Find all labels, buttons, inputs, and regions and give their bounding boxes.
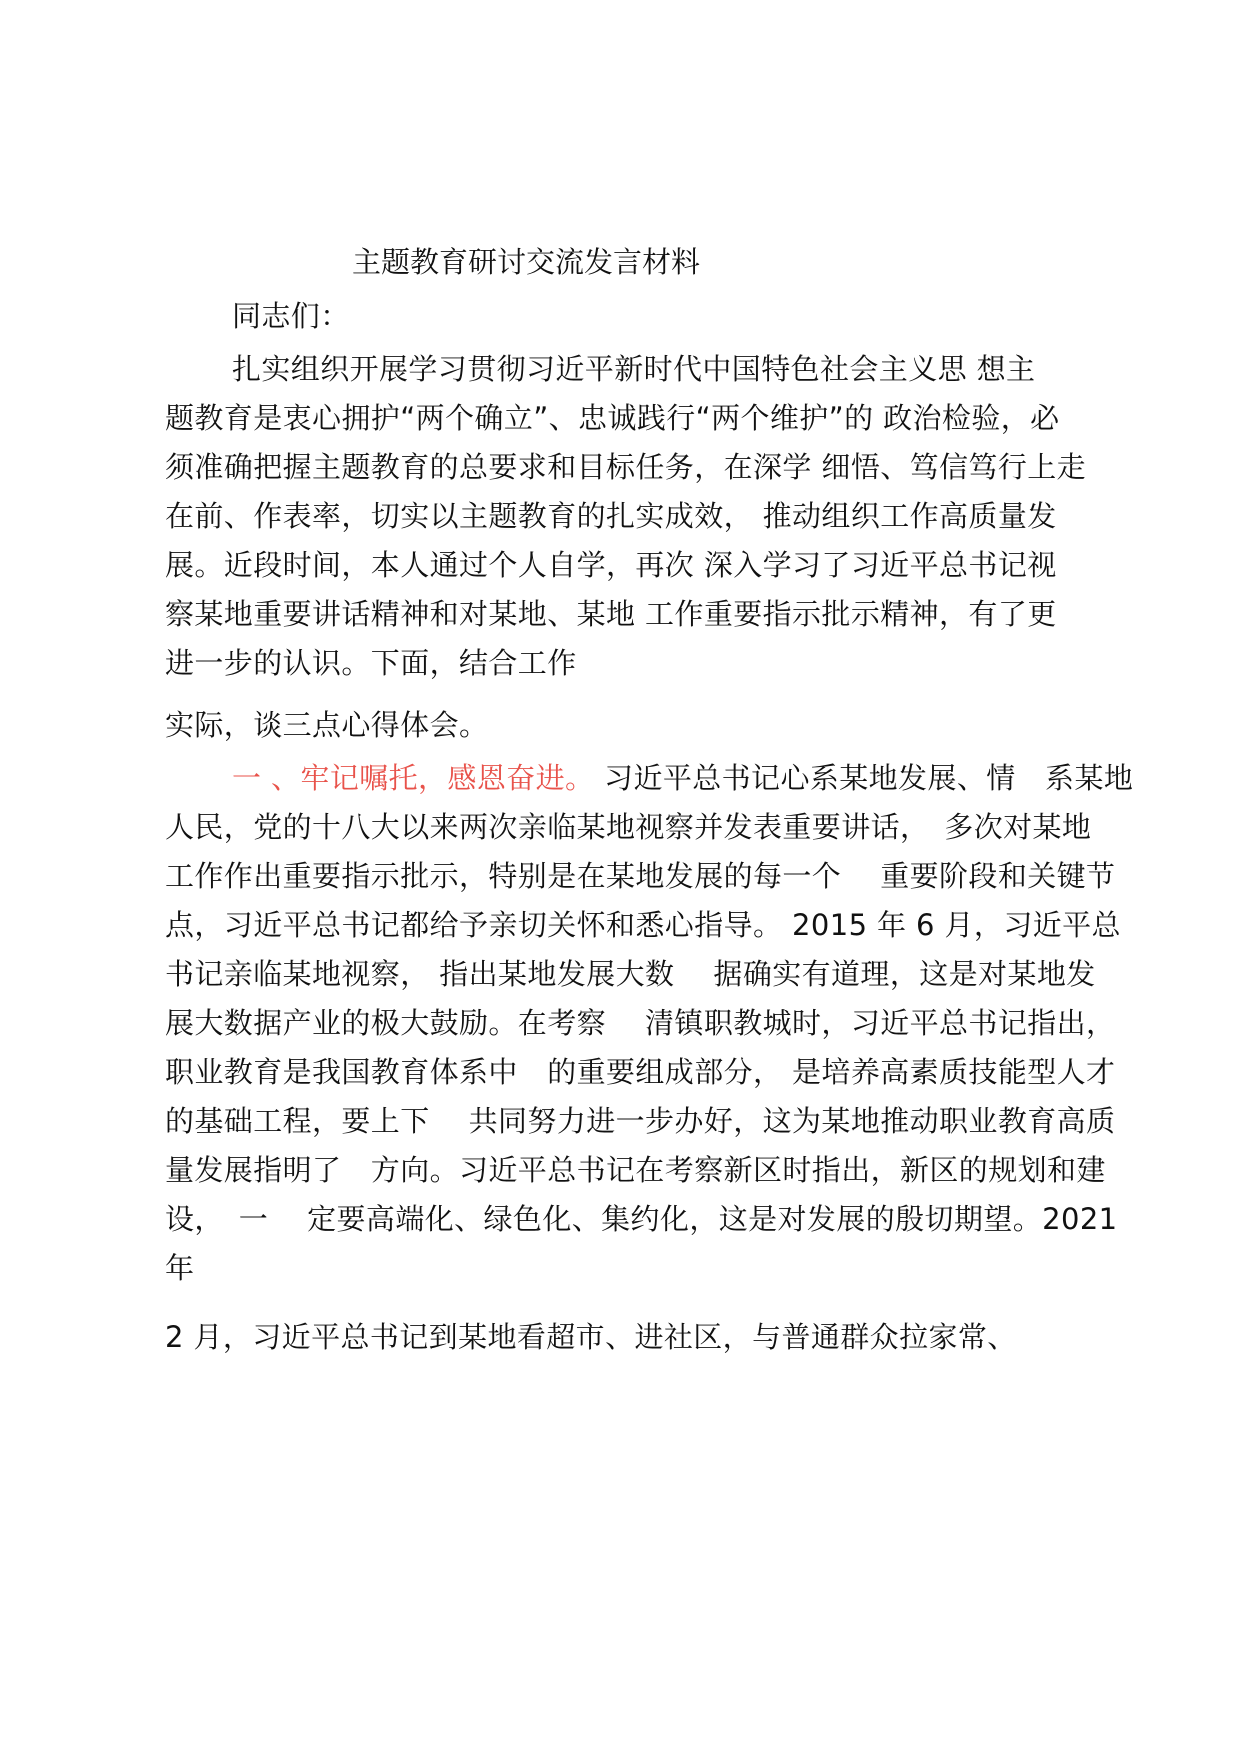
paragraph-line: 扎实组织开展学习贯彻习近平新时代中国特色社会主义思 想主 <box>232 352 1036 386</box>
paragraph-line: 察某地重要讲话精神和对某地、某地 工作重要指示批示精神，有了更 <box>165 597 1057 631</box>
paragraph-line: 年 <box>165 1251 195 1285</box>
section-heading-line <box>232 758 1133 798</box>
paragraph-line: 展大数据产业的极大鼓励。在考察 清镇职教城时，习近平总书记指出， <box>165 1006 1116 1040</box>
section-heading: 一 、牢记嘱托，感恩奋进。 <box>232 761 595 795</box>
paragraph-line: 须准确把握主题教育的总要求和目标任务，在深学 细悟、笃信笃行上走 <box>165 450 1087 484</box>
paragraph-line: 量发展指明了 方向。习近平总书记在考察新区时指出，新区的规划和建 <box>165 1153 1106 1187</box>
paragraph-line: 点，习近平总书记都给予亲切关怀和悉心指导。 2015 年 6 月，习近平总 <box>165 908 1121 942</box>
paragraph-line: 人民，党的十八大以来两次亲临某地视察并发表重要讲话， 多次对某地 <box>165 810 1092 844</box>
document-title: 主题教育研讨交流发言材料 <box>352 245 701 279</box>
paragraph-line: 题教育是衷心拥护“两个确立”、忠诚践行“两个维护”的 政治检验，必 <box>165 401 1060 435</box>
salutation: 同志们： <box>232 299 350 333</box>
paragraph-line: 的基础工程，要上下 共同努力进一步办好，这为某地推动职业教育高质 <box>165 1104 1116 1138</box>
paragraph-line: 职业教育是我国教育体系中 的重要组成部分， 是培养高素质技能型人才 <box>165 1055 1116 1089</box>
paragraph-line: 展。近段时间，本人通过个人自学，再次 深入学习了习近平总书记视 <box>165 548 1057 582</box>
section-text: 习近平总书记心系某地发展、情 系某地 <box>594 761 1134 795</box>
paragraph-line: 实际，谈三点心得体会。 <box>165 708 489 742</box>
paragraph-line: 工作作出重要指示批示，特别是在某地发展的每一个 重要阶段和关键节 <box>165 859 1116 893</box>
paragraph-line: 进一步的认识。下面，结合工作 <box>165 646 577 680</box>
paragraph-line: 2 月，习近平总书记到某地看超市、进社区，与普通群众拉家常、 <box>165 1320 1017 1354</box>
paragraph-line: 设， 一 定要高端化、绿色化、集约化，这是对发展的殷切期望。2021 <box>165 1202 1118 1236</box>
paragraph-line: 书记亲临某地视察， 指出某地发展大数 据确实有道理，这是对某地发 <box>165 957 1096 991</box>
paragraph-line: 在前、作表率，切实以主题教育的扎实成效， 推动组织工作高质量发 <box>165 499 1057 533</box>
